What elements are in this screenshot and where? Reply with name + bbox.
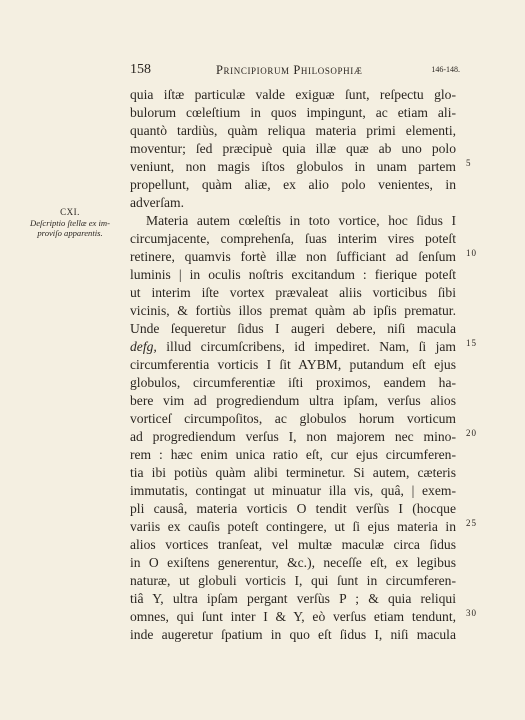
- text-line: globulos, circumferentiæ iſti proximos, eandem ha-: [130, 375, 456, 390]
- text-line: ut interim iſte vortex prævaleat aliis vorticibus ſibi: [130, 285, 456, 300]
- line-number: 25: [466, 518, 477, 528]
- text-line: inde augeretur ſpatium in quo eſt ſidus I, niſi macula: [130, 627, 456, 642]
- text-line: bere vim ad progrediendum ultra ipſam, verſus alios: [130, 393, 456, 408]
- text-line: vicinis, & fortiùs illos premat quàm ab ipſis prematur.: [130, 303, 456, 318]
- text-line: Materia autem cœleſtis in toto vortice, hoc ſidus I: [146, 213, 456, 228]
- text-line: adverſam.: [130, 195, 184, 210]
- margin-caption-line: proviſo apparentis.: [37, 228, 103, 238]
- text-line: alios vortices tranſeat, vel multæ maculæ circa ſidus: [130, 537, 456, 552]
- text-line: pli causâ, materia vorticis O tendit verſùs I (hocque: [130, 501, 456, 516]
- margin-note: [14, 206, 126, 238]
- text-line: circumjacente, comprehenſa, ſuas interim vires poteſt: [130, 231, 456, 246]
- line-number: 15: [466, 338, 477, 348]
- text-line: rem : hæc enim unica ratio eſt, cur ejus circumferen-: [130, 447, 456, 462]
- text-line: quia iſtæ particulæ valde exiguæ ſunt, reſpectu glo-: [130, 87, 456, 102]
- section-range: 146-148.: [431, 65, 460, 74]
- text-line-rest: illud circumſcribens, id impediret. Nam, ſi jam: [166, 339, 456, 354]
- page-header: [130, 62, 460, 82]
- section-number: CXI.: [60, 207, 80, 217]
- text-line: [130, 338, 456, 356]
- italic-word: defg,: [130, 339, 157, 354]
- text-line: tia ibi potiùs quàm alibi terminetur. Si autem, cæteris: [130, 465, 456, 480]
- text-line: in O exiſtens generentur, &c.), neceſſe eſt, ex legibus: [130, 555, 456, 570]
- text-line: vorticeſ circumpoſitos, ac globulos horum vorticum: [130, 411, 456, 426]
- text-line: moventur; ſed præcipuè quia illæ quæ ab uno polo: [130, 141, 456, 156]
- page-number: 158: [130, 62, 151, 77]
- text-line: veniunt, non magis iſtos globulos in unam partem: [130, 159, 456, 174]
- margin-caption-line: Deſcriptio ſtellæ ex im-: [30, 218, 110, 228]
- body-text: [130, 86, 456, 644]
- text-line: Unde ſequeretur ſidus I augeri debere, niſi macula: [130, 321, 456, 336]
- text-line: variis ex cauſis poteſt contingere, ut ſi ejus materia in: [130, 519, 456, 534]
- text-line: luminis | in oculis noſtris excitandum : fierique poteſt: [130, 267, 456, 282]
- text-line: circumferentia vorticis I ſit AYBM, putandum eſt ejus: [130, 357, 456, 372]
- line-number: 30: [466, 608, 477, 618]
- text-line: bulorum cœleſtium in quos impingunt, ac etiam ali-: [130, 105, 456, 120]
- text-line: ad progrediendum verſus I, non majorem nec mino-: [130, 429, 456, 444]
- text-line: propellunt, quàm aliæ, ex alio polo venientes, in: [130, 177, 456, 192]
- text-line: quantò tardiùs, quàm reliqua materia primi elementi,: [130, 123, 456, 138]
- line-number: 20: [466, 428, 477, 438]
- line-number: 10: [466, 248, 477, 258]
- text-line: retinere, quamvis fortè illæ non ſufficiant ad ſenſum: [130, 249, 456, 264]
- text-line: naturæ, ut globuli vorticis I, qui ſunt in circumferen-: [130, 573, 456, 588]
- running-title: Principiorum Philosophiæ: [216, 63, 363, 77]
- text-line: immutatis, contingat ut minuatur illa vis, quâ, | exem-: [130, 483, 456, 498]
- text-line: omnes, qui ſunt inter I & Y, eò verſus etiam tendunt,: [130, 609, 456, 624]
- line-number: 5: [466, 158, 472, 168]
- text-line: tiâ Y, ultra ipſam pergant verſùs P ; & quia reliqui: [130, 591, 456, 606]
